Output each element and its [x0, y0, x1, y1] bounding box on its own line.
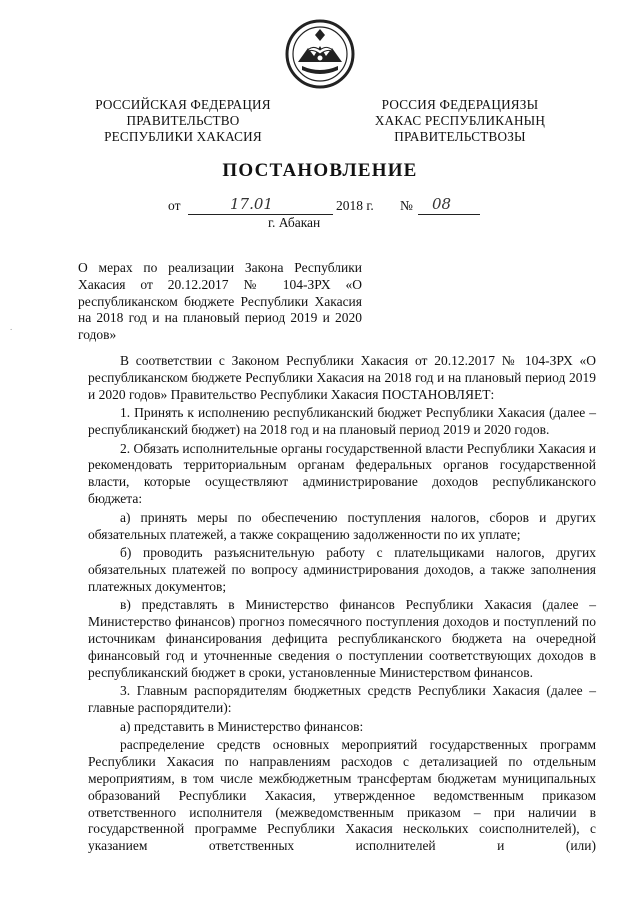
header-right-line-2: ХАКАС РЕСПУБЛИКАНЫҢ: [374, 113, 546, 128]
coat-of-arms-icon: [284, 18, 356, 90]
handwritten-date: 17.01: [230, 195, 273, 213]
paragraph-1: 1. Принять к исполнению республиканский бюджет Республики Хакасия (далее – республиканский бюджет) на 2018 год и на плановый период 2019 и 2020 годов.: [88, 405, 596, 438]
date-year: 2018 г.: [336, 198, 374, 213]
paragraph-2b: б) проводить разъяснительную работу с плательщиками налогов, других обязательных платежей по вопросу администрирования доходов, а также заполнения платежных документов;: [88, 544, 596, 594]
paragraph-3: 3. Главным распорядителям бюджетных средств Республики Хакасия (далее – главные распорядители):: [88, 683, 596, 716]
number-label: №: [400, 198, 413, 213]
header-right: [355, 97, 565, 145]
date-from-label: от: [168, 198, 181, 213]
paragraph-preamble: В соответствии с Законом Республики Хакасия от 20.12.2017 № 104-ЗРХ «О республиканском бюджете Республики Хакасия на 2018 год и на плановый период 2019 и 2020 годов» Правительство Республики Хакасия ПОСТАНОВЛЯЕТ:: [88, 353, 596, 402]
paragraph-2a: а) принять меры по обеспечению поступления налогов, сборов и других обязательных платежей, а также сокращению задолженности по их уплате;: [88, 509, 596, 542]
body-text: [88, 353, 596, 857]
paragraph-3a: а) представить в Министерство финансов:: [120, 718, 364, 734]
header-right-line-1: РОССИЯ ФЕДЕРАЦИЯЗЫ: [381, 97, 539, 112]
header-left-line-1: РОССИЙСКАЯ ФЕДЕРАЦИЯ: [95, 97, 271, 112]
paragraph-3a-text: распределение средств основных мероприятий государственных программ Республики Хакасия по направлениям расходов с детализацией по отдельным мероприятиям, в том числе межбюджетным трансфертам бюджетам муниципальных образований Республики Хакасия, утвержденное ведомственным приказом ответственного исполнителя (межведомственным приказом – при наличии в государственной программе Республики Хакасия нескольких соисполнителей), с указанием ответственных исполнителей и (или): [88, 736, 596, 854]
handwritten-number: 08: [432, 195, 452, 213]
city: г. Абакан: [268, 215, 321, 230]
header-right-line-3: ПРАВИТЕЛЬСТВОЗЫ: [394, 129, 526, 144]
header-left-line-3: РЕСПУБЛИКИ ХАКАСИЯ: [104, 129, 262, 144]
header-left-line-2: ПРАВИТЕЛЬСТВО: [126, 113, 240, 128]
margin-mark: .: [10, 322, 13, 332]
paragraph-2: 2. Обязать исполнительные органы государственной власти Республики Хакасия и рекомендовать территориальным органам федеральных органов государственной власти, которые осуществляют администрирование доходов республиканского бюджета:: [88, 440, 596, 507]
paragraph-2v: в) представлять в Министерство финансов Республики Хакасия (далее – Министерство финансов) прогноз помесячного поступления доходов и поступлений по источникам финансирования дефицита республиканского бюджета на очередной финансовый год и уточненные сведения о поступлении соответствующих доходов в республиканский бюджет в сроки, установленные Министерством финансов.: [88, 597, 596, 680]
subject-block: О мерах по реализации Закона Республики Хакасия от 20.12.2017 № 104-ЗРХ «О республиканском бюджете Республики Хакасия на 2018 год и на плановый период 2019 и 2020 годов»: [78, 260, 362, 343]
date-line: [168, 195, 498, 218]
document-title: ПОСТАНОВЛЕНИЕ: [222, 160, 418, 181]
header-left: [78, 97, 288, 145]
